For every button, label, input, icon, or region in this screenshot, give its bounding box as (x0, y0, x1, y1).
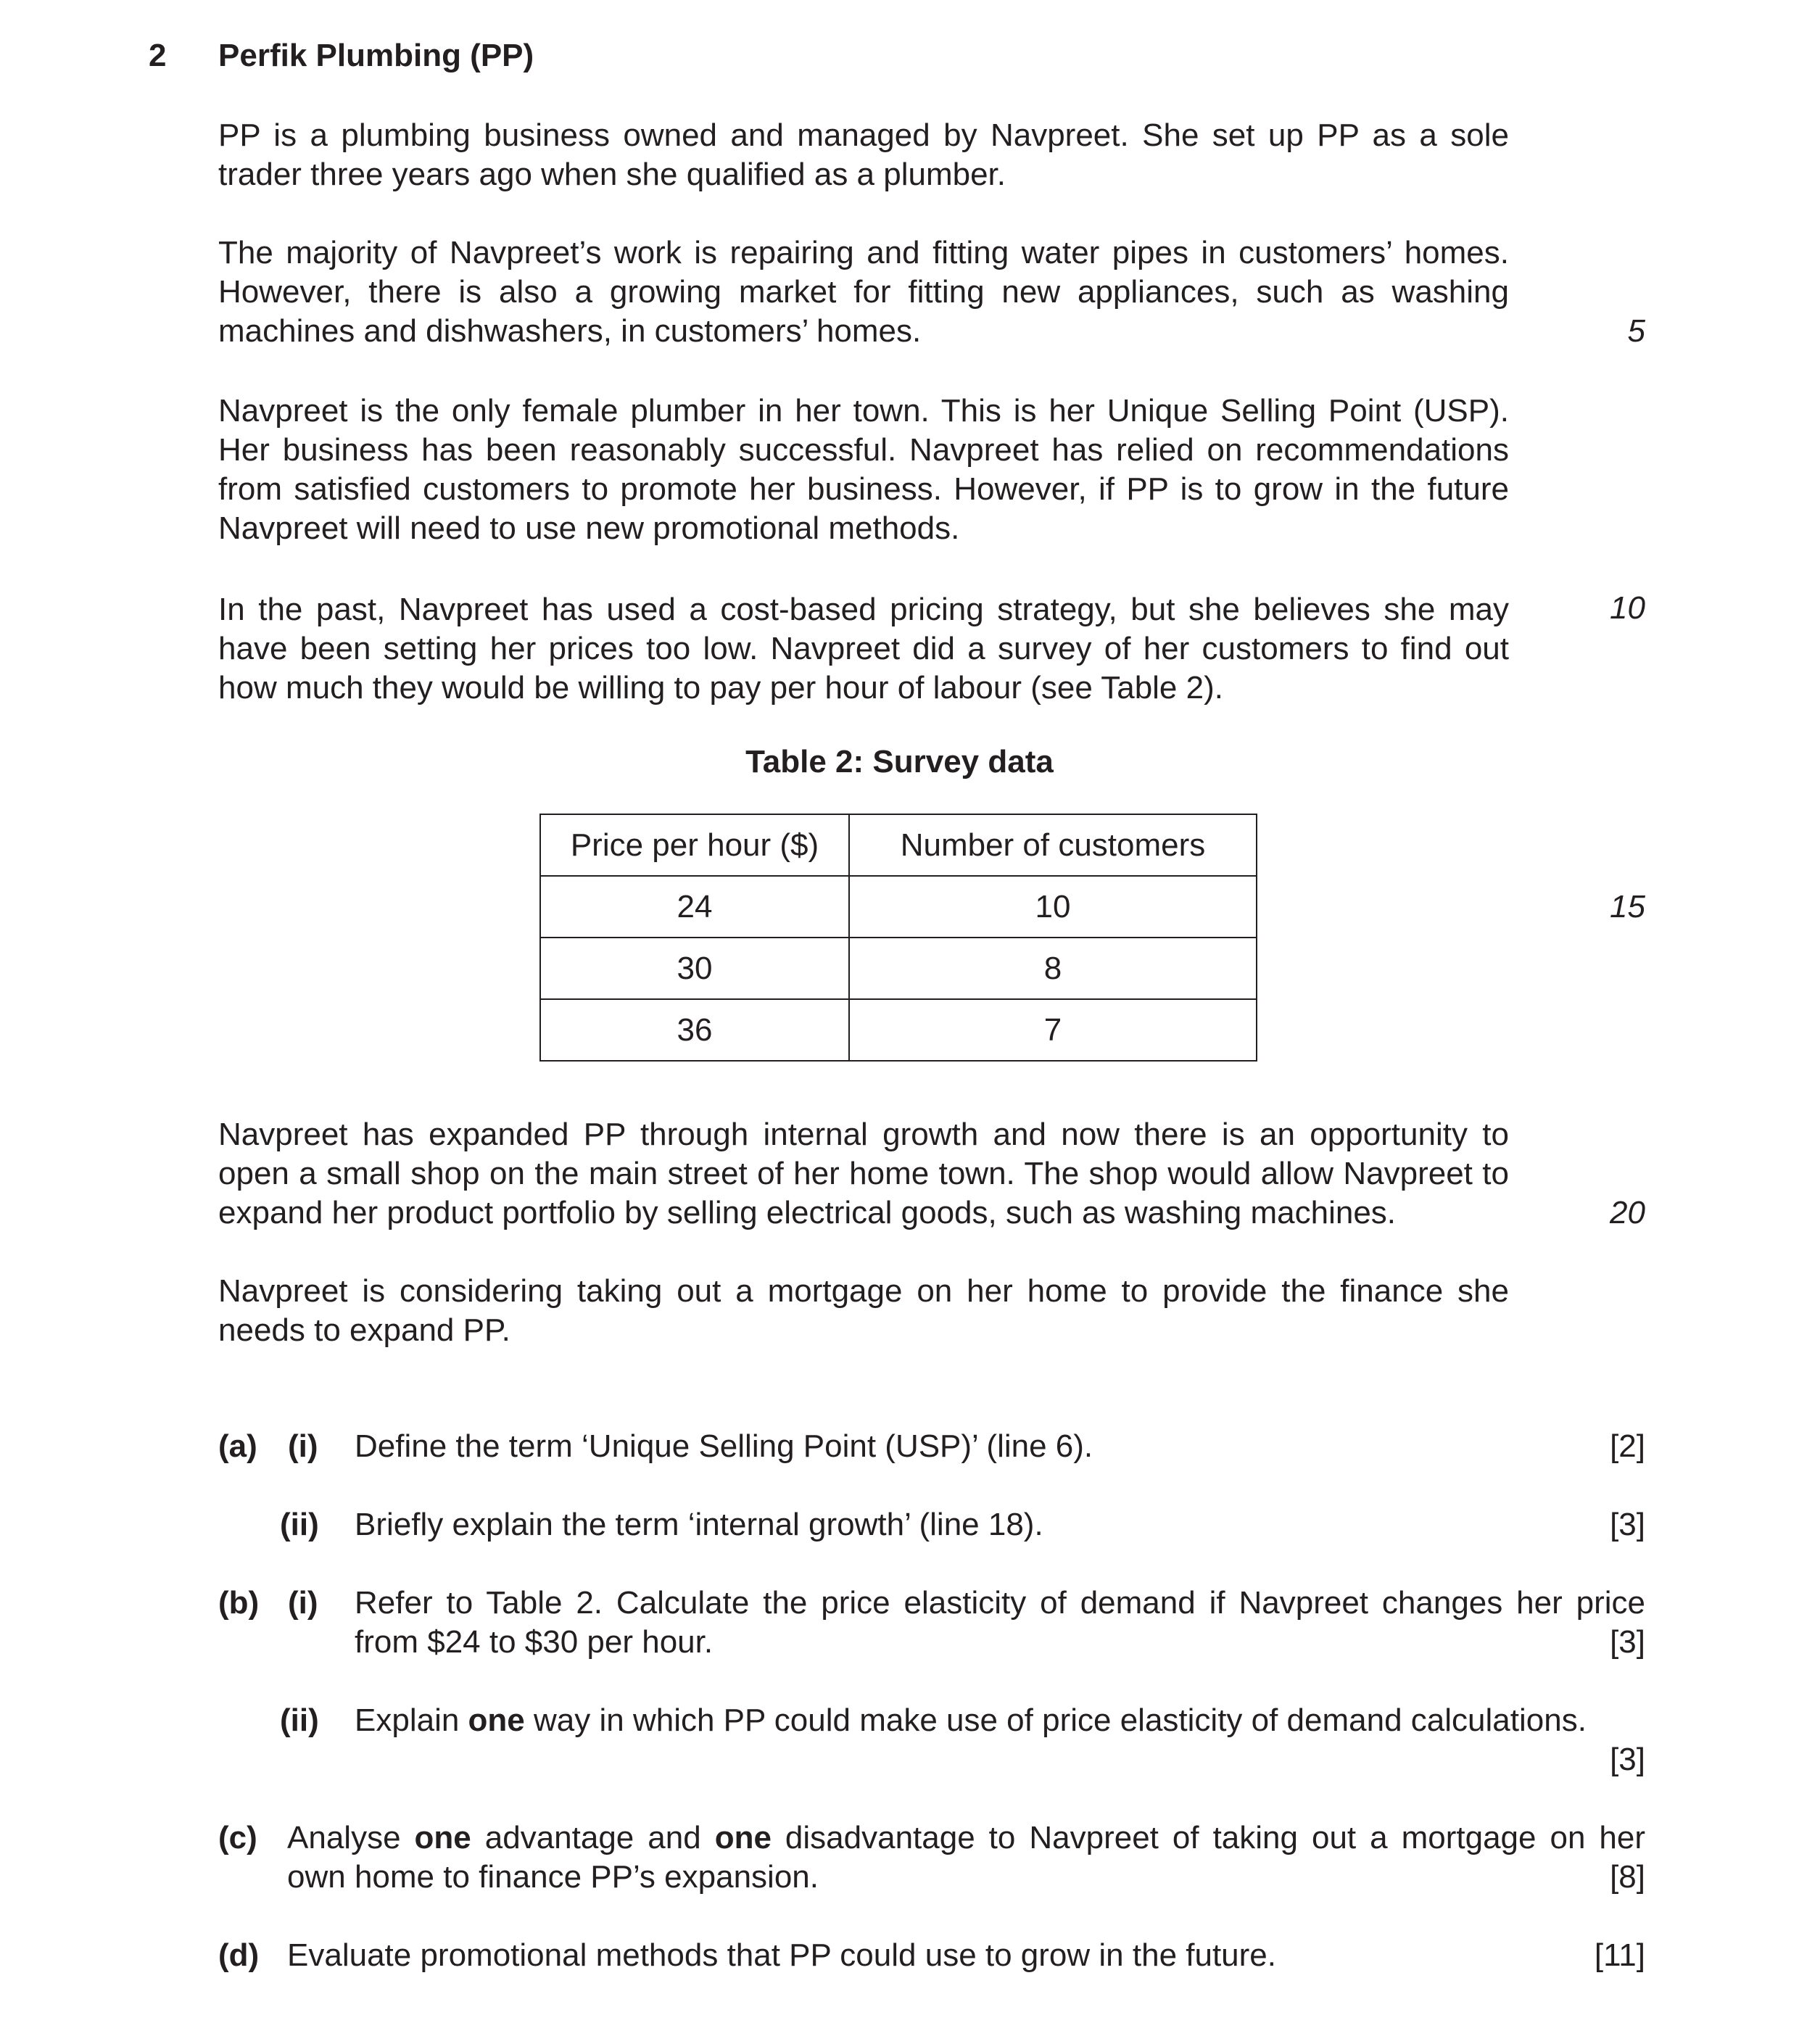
table-header-price: Price per hour ($) (540, 814, 849, 876)
table-cell-customers: 8 (849, 938, 1257, 999)
question-c-text-bold1: one (414, 1820, 471, 1855)
table-cell-price: 36 (540, 999, 849, 1061)
survey-table (539, 814, 1257, 1062)
line-number-15: 15 (1610, 889, 1645, 924)
question-b-ii-text-bold: one (468, 1702, 525, 1738)
table-cell-customers: 10 (849, 876, 1257, 938)
question-a-label: (a) (218, 1428, 257, 1464)
line-number-10: 10 (1610, 590, 1645, 626)
question-b-i-text-line1: Refer to Table 2. Calculate the price elasticity of demand if Navpreet changes her price (355, 1585, 1645, 1621)
question-c (0, 1819, 1799, 1897)
table-cell-customers: 7 (849, 999, 1257, 1061)
question-b-i-marks: [3] (1610, 1624, 1645, 1660)
question-d-marks: [11] (1594, 1937, 1645, 1973)
question-c-text-mid: advantage and (471, 1820, 715, 1855)
table-row (540, 999, 1257, 1061)
question-c-text-line1 (287, 1819, 1645, 1858)
question-c-text-line2: own home to finance PP’s expansion. (287, 1859, 819, 1895)
line-number-5: 5 (1627, 313, 1645, 349)
question-a-ii-label: (ii) (280, 1507, 319, 1542)
paragraph-intro: PP is a plumbing business owned and managed by Navpreet. She set up PP as a sole trader three years ago when she qualified as a plumber. (218, 117, 1509, 192)
question-c-text-pre: Analyse (287, 1820, 415, 1855)
question-c-label: (c) (218, 1820, 257, 1855)
table-cell-price: 30 (540, 938, 849, 999)
question-a-ii-text: Briefly explain the term ‘internal growth’ (line 18). (355, 1507, 1043, 1542)
question-a-ii (0, 1505, 1799, 1544)
question-a-i-marks: [2] (1610, 1428, 1645, 1464)
question-a-ii-marks: [3] (1610, 1507, 1645, 1542)
question-a-i-label: (i) (288, 1428, 318, 1464)
question-b-label: (b) (218, 1585, 260, 1621)
paragraph-work: The majority of Navpreet’s work is repairing and fitting water pipes in customers’ homes. However, there is also a growing market for fitting new appliances, such as washing machines and dishwashers, in customers’ homes. (218, 235, 1509, 349)
question-a-i (0, 1427, 1799, 1466)
question-d-text: Evaluate promotional methods that PP could use to grow in the future. (287, 1937, 1276, 1973)
table-header-customers: Number of customers (849, 814, 1257, 876)
question-d-label: (d) (218, 1937, 260, 1973)
question-b-ii (0, 1701, 1799, 1779)
line-number-20: 20 (1610, 1195, 1645, 1230)
question-b-i-text-line2: from $24 to $30 per hour. (355, 1624, 714, 1660)
question-number: 2 (149, 38, 167, 73)
paragraph-expansion: Navpreet has expanded PP through internal growth and now there is an opportunity to open a small shop on the main street of her home town. The shop would allow Navpreet to expand her product portfolio by selling electrical goods, such as washing machines. (218, 1117, 1509, 1230)
question-b-i (0, 1584, 1799, 1662)
question-b-i-label: (i) (288, 1585, 318, 1621)
paragraph-mortgage: Navpreet is considering taking out a mortgage on her home to provide the finance she needs to expand PP. (218, 1273, 1509, 1348)
table-cell-price: 24 (540, 876, 849, 938)
question-c-text-post: disadvantage to Navpreet of taking out a mortgage on her (771, 1820, 1646, 1855)
table-row (540, 876, 1257, 938)
question-b-ii-text-pre: Explain (355, 1702, 468, 1738)
question-b-ii-label: (ii) (280, 1702, 319, 1738)
paragraph-pricing: In the past, Navpreet has used a cost-based pricing strategy, but she believes she may have been setting her prices too low. Navpreet did a survey of her customers to find out how much they would be willing to pay per hour of labour (see Table 2). (218, 592, 1509, 706)
question-b-ii-text (355, 1701, 1587, 1740)
question-c-text-bold2: one (714, 1820, 772, 1855)
question-b-ii-marks: [3] (1610, 1742, 1645, 1777)
question-d (0, 1936, 1799, 1975)
table-header-row (540, 814, 1257, 876)
question-c-marks: [8] (1610, 1859, 1645, 1895)
table-row (540, 938, 1257, 999)
paragraph-usp: Navpreet is the only female plumber in her town. This is her Unique Selling Point (USP). Her business has been reasonably successful. Navpreet has relied on recommendations from satisfied customers to promote her business. However, if PP is to grow in the future Navpreet will need to use new promotional methods. (218, 393, 1509, 546)
table-title: Table 2: Survey data (745, 744, 1054, 779)
question-a-i-text: Define the term ‘Unique Selling Point (USP)’ (line 6). (355, 1428, 1093, 1464)
question-b-ii-text-post: way in which PP could make use of price elasticity of demand calculations. (524, 1702, 1587, 1738)
question-title: Perfik Plumbing (PP) (218, 38, 534, 73)
